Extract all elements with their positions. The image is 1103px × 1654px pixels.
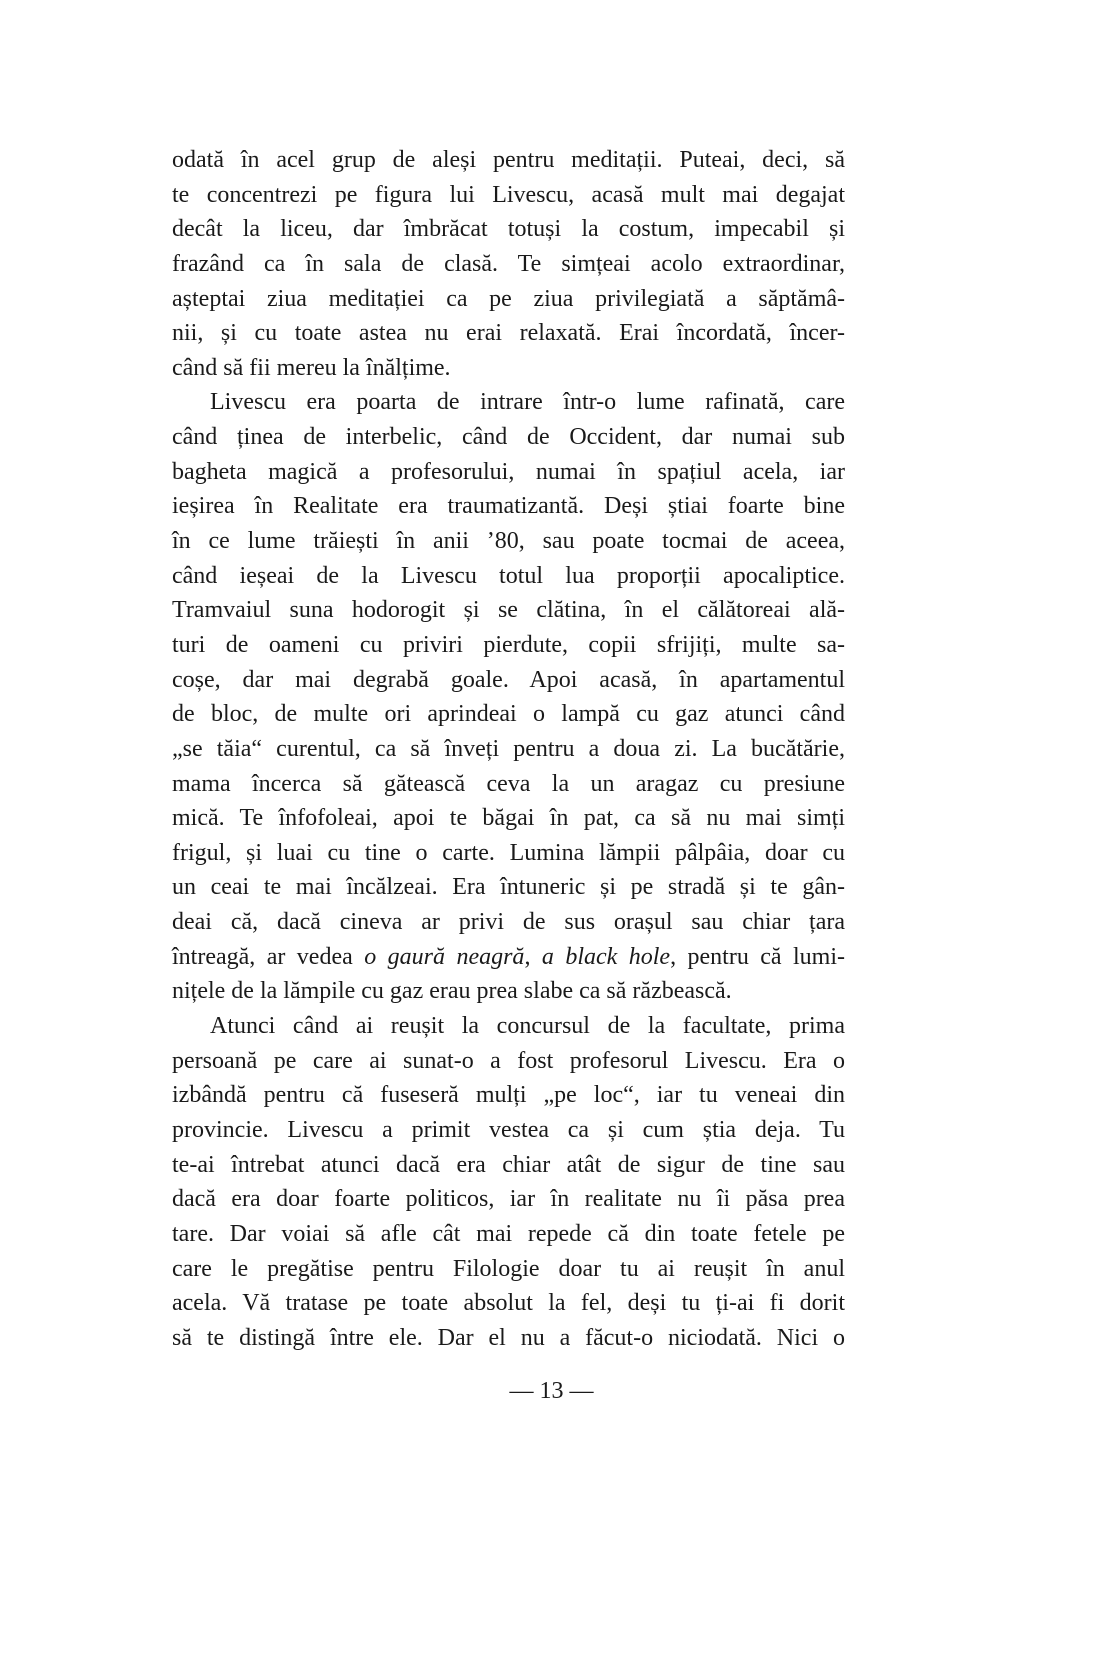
text-line: bagheta magică a profesorului, numai în spațiul acela, iar [172, 458, 845, 485]
text-line: turi de oameni cu priviri pierdute, copii sfrijiți, multe sa- [172, 631, 845, 658]
text-line: să te distingă între ele. Dar el nu a făcut-o niciodată. Nici o [172, 1324, 845, 1351]
text-line: coșe, dar mai degrabă goale. Apoi acasă, în apartamentul [172, 666, 845, 693]
text-line: provincie. Livescu a primit vestea ca și cum știa deja. Tu [172, 1116, 845, 1143]
text-segment: , pentru că lumi- [670, 943, 846, 970]
text-line: care le pregătise pentru Filologie doar tu ai reușit în anul [172, 1255, 845, 1282]
italic-phrase: a black hole [541, 943, 671, 970]
text-line [172, 940, 845, 975]
text-line: izbândă pentru că fuseseră mulți „pe loc“, iar tu veneai din [172, 1082, 845, 1109]
text-line: te-ai întrebat atunci dacă era chiar atât de sigur de tine sau [172, 1151, 845, 1178]
text-line: frigul, și luai cu tine o carte. Lumina lămpii pâlpâia, doar cu [172, 839, 845, 866]
text-line: acela. Vă tratase pe toate absolut la fel, deși tu ți-ai fi dorit [172, 1290, 845, 1317]
text-line: tare. Dar voiai să afle cât mai repede că din toate fetele pe [172, 1220, 845, 1247]
text-line: persoană pe care ai sunat-o a fost profesorul Livescu. Era o [172, 1047, 845, 1074]
text-line: deai că, dacă cineva ar privi de sus orașul sau chiar țara [172, 909, 845, 936]
text-line: nii, și cu toate astea nu erai relaxată. Erai încordată, încer- [172, 320, 845, 347]
text-line: dacă era doar foarte politicos, iar în realitate nu îi păsa prea [172, 1186, 845, 1213]
text-line: în ce lume trăiești în anii ’80, sau poate tocmai de aceea, [172, 528, 845, 555]
paragraph [172, 143, 845, 385]
text-segment: întreagă, ar vedea [172, 943, 365, 970]
text-line: așteptai ziua meditației ca pe ziua privilegiată a săptămâ- [172, 285, 845, 312]
text-line: când ținea de interbelic, când de Occident, dar numai sub [172, 424, 845, 451]
text-line: Livescu era poarta de intrare într-o lume rafinată, care [210, 389, 845, 416]
text-line: mama încerca să gătească ceva la un aragaz cu presiune [172, 770, 845, 797]
text-line: odată în acel grup de aleși pentru meditații. Puteai, deci, să [172, 147, 845, 173]
italic-phrase: o gaură neagră [364, 943, 525, 970]
text-line: decât la liceu, dar îmbrăcat totuși la costum, impecabil și [172, 216, 845, 243]
text-segment: , [524, 943, 542, 970]
text-line: frazând ca în sala de clasă. Te simțeai acolo extraordinar, [172, 250, 845, 277]
text-line: Tramvaiul suna hodorogit și se clătina, în el călătoreai ală- [172, 597, 845, 624]
text-line: de bloc, de multe ori aprindeai o lampă cu gaz atunci când [172, 701, 845, 728]
text-line: Atunci când ai reușit la concursul de la facultate, prima [210, 1013, 845, 1040]
paragraph [172, 1009, 845, 1355]
text-line: când să fii mereu la înălțime. [172, 354, 451, 381]
paragraph [172, 385, 845, 1009]
body-text [172, 143, 845, 1355]
text-line: mică. Te înfofoleai, apoi te băgai în pat, ca să nu mai simți [172, 805, 845, 832]
text-line: te concentrezi pe figura lui Livescu, acasă mult mai degajat [172, 181, 845, 208]
text-line: un ceai te mai încălzeai. Era întuneric și pe stradă și te gân- [172, 874, 845, 901]
text-line: ieșirea în Realitate era traumatizantă. Deși știai foarte bine [172, 493, 845, 520]
text-line: nițele de la lămpile cu gaz erau prea slabe ca să răzbească. [172, 978, 732, 1005]
text-line: „se tăia“ curentul, ca să înveți pentru a doua zi. La bucătărie, [172, 735, 845, 762]
page-number: — 13 — [509, 1378, 594, 1404]
text-line: când ieșeai de la Livescu totul lua proporții apocaliptice. [172, 562, 845, 589]
